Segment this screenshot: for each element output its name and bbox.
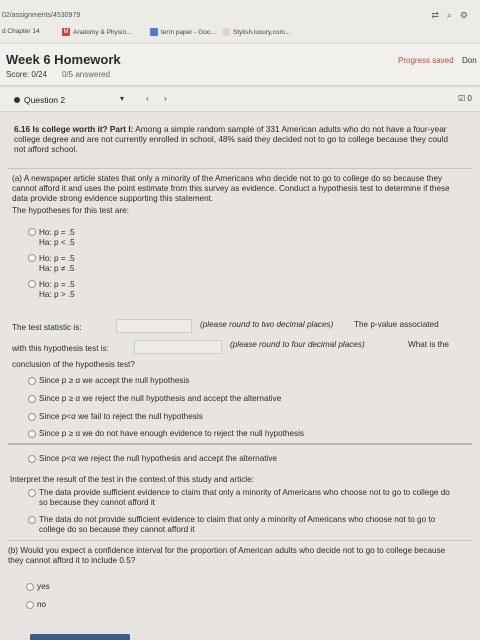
test-statistic-label: The test statistic is: xyxy=(12,323,82,332)
pvalue-lead-text: The p-value associated xyxy=(354,320,439,329)
conclusion-label: conclusion of the hypothesis test? xyxy=(12,360,135,369)
radio-button[interactable] xyxy=(28,395,36,403)
no-option[interactable]: no xyxy=(26,600,46,609)
prev-question-button[interactable]: ‹ xyxy=(146,94,149,103)
test-statistic-hint: (please round to two decimal places) xyxy=(200,320,334,329)
interpretation-option-1[interactable]: The data provide sufficient evidence to claim that only a minority of Americans who choose not to go to college do so because they cannot afford it xyxy=(28,488,460,508)
radio-button[interactable] xyxy=(28,489,36,497)
radio-button[interactable] xyxy=(28,516,36,524)
m-logo-icon: M xyxy=(63,29,69,35)
question-number: 6.16 Is college worth it? Part I: xyxy=(14,124,134,134)
page-title: Week 6 Homework xyxy=(6,52,121,67)
bookmark-chapter-14[interactable]: d Chapter 14 xyxy=(2,28,40,35)
interpretation-option-2[interactable]: The data do not provide sufficient evidence to claim that only a minority of Americans who choose not to go to college do so because they cannot afford it xyxy=(28,515,460,535)
radio-button[interactable] xyxy=(28,430,36,438)
conclusion-option-5[interactable]: Since p<α we reject the null hypothesis and accept the alternative xyxy=(28,454,277,463)
checkbox-icon: ☑ xyxy=(458,94,466,103)
conclusion-lead-text: What is the xyxy=(408,340,449,349)
conclusion-option-3[interactable]: Since p<α we fail to reject the null hypothesis xyxy=(28,412,203,421)
pvalue-input[interactable] xyxy=(134,340,222,354)
radio-button[interactable] xyxy=(28,413,36,421)
radio-button[interactable] xyxy=(28,377,36,385)
test-statistic-input[interactable] xyxy=(116,319,192,333)
conclusion-option-2[interactable]: Since p ≥ α we reject the null hypothesis and accept the alternative xyxy=(28,394,281,403)
done-button[interactable]: Don xyxy=(462,56,477,65)
docs-icon xyxy=(150,28,158,36)
divider xyxy=(8,540,472,541)
progress-status: Progress saved xyxy=(398,56,454,65)
radio-button[interactable] xyxy=(28,228,36,236)
question-body: Among a simple random sample of 331 American adults who do not have a four-year college degree and are not currently enrolled in school, 48% said they decided not to go to college because they could not afford school. xyxy=(14,124,449,154)
hypothesis-option-2[interactable]: Ho: p = .5 Ha: p ≠ .5 xyxy=(28,254,75,274)
browser-icons xyxy=(431,10,468,21)
question-status-dot xyxy=(14,97,20,103)
question-label: Question 2 xyxy=(24,95,66,105)
pvalue-hint: (please round to four decimal places) xyxy=(230,340,365,349)
browser-chrome xyxy=(0,0,480,42)
extension-icon[interactable]: ⚙ xyxy=(459,10,468,20)
bookmark-stylish[interactable]: Stylish,luxury,com... xyxy=(222,28,290,36)
question-dropdown[interactable]: ▾ xyxy=(120,94,125,103)
next-question-button[interactable]: › xyxy=(164,94,167,103)
divider xyxy=(8,443,472,445)
hypothesis-option-3[interactable]: Ho: p = .5 Ha: p > .5 xyxy=(28,280,75,300)
search-icon[interactable]: ⌕ xyxy=(446,10,452,20)
hypotheses-intro: The hypotheses for this test are: xyxy=(12,206,129,215)
question-nav xyxy=(0,88,480,112)
hypothesis-option-1[interactable]: Ho: p = .5 Ha: p < .5 xyxy=(28,228,75,248)
pvalue-label: with this hypothesis test is: xyxy=(12,344,109,353)
question-content xyxy=(0,114,480,640)
radio-button[interactable] xyxy=(28,254,36,262)
radio-button[interactable] xyxy=(26,583,34,591)
yes-option[interactable]: yes xyxy=(26,582,50,591)
address-bar[interactable]: 02/assignments/4530979 xyxy=(2,12,81,19)
score-label: Score: 0/24 xyxy=(6,70,47,79)
part-b-text: (b) Would you expect a confidence interval for the proportion of American adults who decide not to go to college because they cannot afford it to include 0.5? xyxy=(8,546,446,565)
bookmark-term-paper[interactable]: term paper - Goo... xyxy=(150,28,216,36)
radio-button[interactable] xyxy=(26,601,34,609)
interpret-label: Interpret the result of the test in the context of this study and article: xyxy=(10,475,254,484)
part-a-text: (a) A newspaper article states that only a minority of the Americans who decide not to go to college do so because they cannot afford it and uses the point estimate from this survey as evidence. Conduct a hypothesis test to determine if these data provide strong evidence supporting this statement. xyxy=(12,174,450,203)
question-score-badge: ☑ 0 xyxy=(458,94,472,103)
radio-button[interactable] xyxy=(28,455,36,463)
radio-button[interactable] xyxy=(28,280,36,288)
answered-count: 0/5 answered xyxy=(62,70,111,79)
homework-header xyxy=(0,44,480,86)
divider xyxy=(8,168,472,169)
bookmarks-bar xyxy=(0,26,480,40)
conclusion-option-4[interactable]: Since p ≥ α we do not have enough evidence to reject the null hypothesis xyxy=(28,429,304,438)
translate-icon[interactable]: ⇄ xyxy=(431,10,439,20)
conclusion-option-1[interactable]: Since p ≥ α we accept the null hypothesis xyxy=(28,376,189,385)
bookmark-anatomy[interactable]: M Anatomy & Physio... xyxy=(63,28,132,36)
submit-button[interactable] xyxy=(30,634,130,640)
site-icon xyxy=(222,28,230,36)
question-text xyxy=(14,124,454,154)
